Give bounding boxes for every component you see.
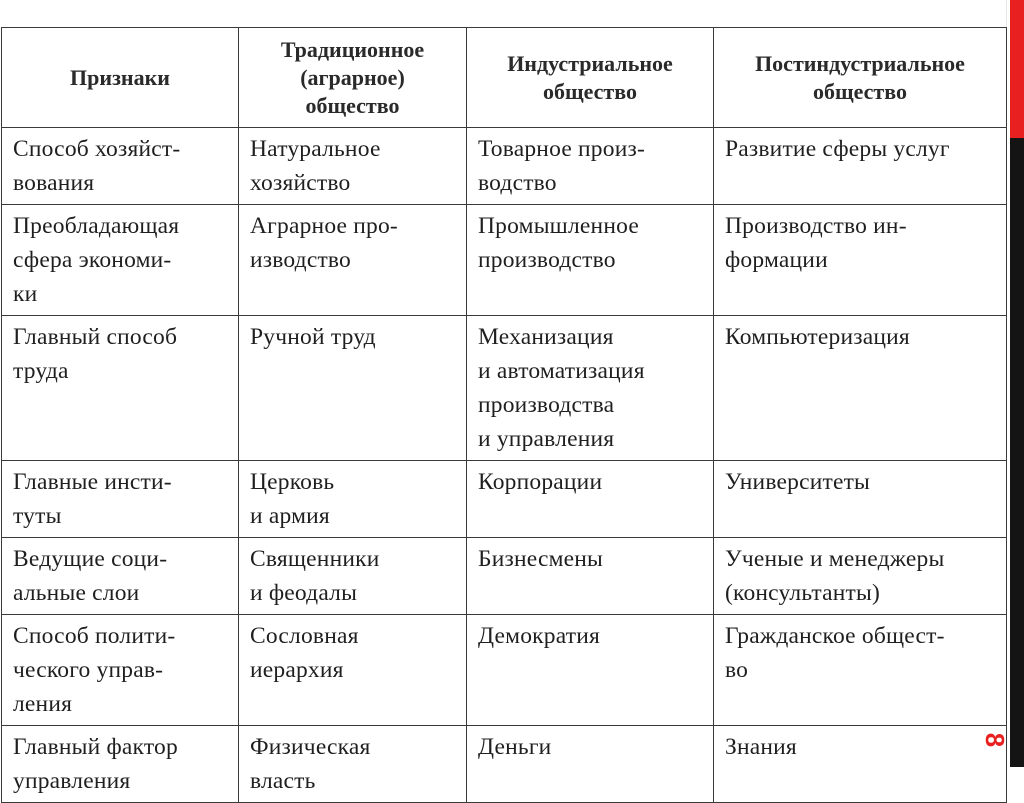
table-cell: Университеты <box>714 461 1007 538</box>
table-cell: Корпорации <box>467 461 714 538</box>
table-row <box>2 726 1007 803</box>
table-cell: Производство ин- формации <box>714 205 1007 316</box>
table-cell: Главные инсти- туты <box>2 461 239 538</box>
table-cell: Физическая власть <box>239 726 467 803</box>
slide-number: 8 <box>980 732 1010 748</box>
table-header-row <box>2 28 1007 128</box>
table-row <box>2 538 1007 615</box>
table-cell: Товарное произ- водство <box>467 128 714 205</box>
table-cell: Механизация и автоматизация производства и управления <box>467 316 714 461</box>
table-cell: Развитие сферы услуг <box>714 128 1007 205</box>
header-cell: Постиндустриальное общество <box>714 28 1007 128</box>
table-cell: Главный способ труда <box>2 316 239 461</box>
table-cell: Промышленное производство <box>467 205 714 316</box>
table-cell: Сословная иерархия <box>239 615 467 726</box>
table-cell: Церковь и армия <box>239 461 467 538</box>
table-row <box>2 205 1007 316</box>
table-row <box>2 128 1007 205</box>
table-row <box>2 461 1007 538</box>
table-cell: Ведущие соци- альные слои <box>2 538 239 615</box>
accent-bar-red <box>1010 0 1024 138</box>
table-cell: Способ хозяйст- вования <box>2 128 239 205</box>
header-cell: Индустриальное общество <box>467 28 714 128</box>
table-cell: Бизнесмены <box>467 538 714 615</box>
table-cell: Знания <box>714 726 1007 803</box>
table-cell: Демократия <box>467 615 714 726</box>
table-cell: Натуральное хозяйство <box>239 128 467 205</box>
table-cell: Священники и феодалы <box>239 538 467 615</box>
header-cell: Традиционное (аграрное) общество <box>239 28 467 128</box>
table-cell: Преобладающая сфера экономи- ки <box>2 205 239 316</box>
table-cell: Аграрное про- изводство <box>239 205 467 316</box>
table-cell: Ручной труд <box>239 316 467 461</box>
table-cell: Ученые и менеджеры (консультанты) <box>714 538 1007 615</box>
table-row <box>2 316 1007 461</box>
table-cell: Компьютеризация <box>714 316 1007 461</box>
table-cell: Деньги <box>467 726 714 803</box>
society-comparison-table <box>1 27 1007 803</box>
accent-bar-dark <box>1010 138 1024 767</box>
table-row <box>2 615 1007 726</box>
table-cell: Главный фактор управления <box>2 726 239 803</box>
header-cell: Признаки <box>2 28 239 128</box>
table-cell: Гражданское общест- во <box>714 615 1007 726</box>
table-cell: Способ полити- ческого управ- ления <box>2 615 239 726</box>
